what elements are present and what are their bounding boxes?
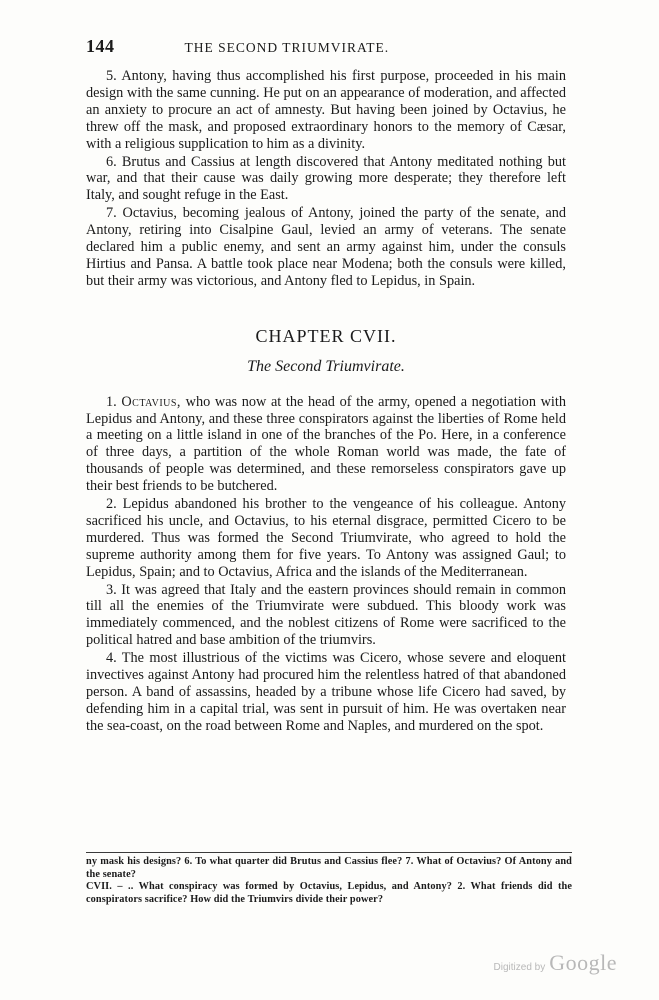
footnote-line-2: CVII. – .. What conspiracy was formed by Octavius, Lepidus, and Antony? 2. What friends did the conspirators sacrifice? How did the Triumvirs divide their power? (86, 881, 572, 905)
paragraph-6: 6. Brutus and Cassius at length discovered that Antony meditated nothing but war, and that their cause was daily growing more desperate; they therefore left Italy, and sought refuge in the East. (86, 153, 566, 204)
chapter-paragraph-3: 3. It was agreed that Italy and the eastern provinces should remain in common till all the enemies of the Triumvirate were subdued. This bloody work was immediately commenced, and the noblest citizens of Rome were sacrificed to the political hatred and base ambition of the triumvirs. (86, 581, 566, 649)
paragraph-number: 1. (106, 393, 117, 410)
chapter-title: CHAPTER CVII. (255, 325, 397, 346)
google-logo: Google (549, 950, 617, 975)
running-title: THE SECOND TRIUMVIRATE. (184, 40, 390, 55)
digitized-watermark (494, 950, 617, 976)
footnote-questions (86, 856, 572, 906)
chapter-subtitle: The Second Triumvirate. (247, 357, 405, 375)
chapter-paragraph-1 (86, 394, 566, 495)
paragraph-5: 5. Antony, having thus accomplished his first purpose, proceeded in his main design with the same cunning. He put on an appearance of moderation, and affected an anxiety to procure an act of amnesty. But having been joined by Octavius, he threw off the mask, and proposed extraordinary honors to the memory of Cæsar, with a religious supplication to him as a divinity. (86, 68, 566, 152)
footnote-divider (86, 852, 572, 853)
lead-word: Octavius, (121, 393, 182, 410)
chapter-paragraph-4: 4. The most illustrious of the victims was Cicero, whose severe and eloquent invectives against Antony had procured him the relentless hatred of that abandoned person. A band of assassins, headed by a tribune whose life Cicero had saved, by defending him in a capital trial, was sent in pursuit of him. He was overtaken near the sea-coast, on the road between Rome and Naples, and murdered on the spot. (86, 650, 566, 734)
page-header (86, 36, 596, 57)
page-body (86, 68, 566, 736)
footnote-line-1: ny mask his designs? 6. To what quarter did Brutus and Cassius flee? 7. What of Octavius? Of Antony and the senate? (86, 856, 572, 880)
page-number: 144 (86, 36, 115, 56)
paragraph-text: who was now at the head of the army, opened a negotiation with Lepidus and Antony, and these three conspirators against the liberties of Rome held a meeting on a little island in one of the branches of the Po. Here, in a conference of three days, a partition of the whole Roman world was made, the fate of thousands of people was determined, and these remorseless conspirators gave up their best friends to be butchered. (86, 393, 567, 495)
watermark-prefix: Digitized by (493, 962, 546, 973)
chapter-paragraph-2: 2. Lepidus abandoned his brother to the vengeance of his colleague. Antony sacrificed his uncle, and Octavius, to his eternal disgrace, permitted Cicero to be murdered. Thus was formed the Second Triumvirate, who agreed to hold the supreme authority among them for five years. To Antony was assigned Gaul; to Lepidus, Spain; and to Octavius, Africa and the islands of the Mediterranean. (86, 496, 566, 580)
paragraph-7: 7. Octavius, becoming jealous of Antony, joined the party of the senate, and Antony, retiring into Cisalpine Gaul, levied an army of veterans. The senate declared him a public enemy, and sent an army against him, under the consuls Hirtius and Pansa. A battle took place near Modena; both the consuls were killed, but their army was victorious, and Antony fled to Lepidus, in Spain. (86, 205, 566, 289)
